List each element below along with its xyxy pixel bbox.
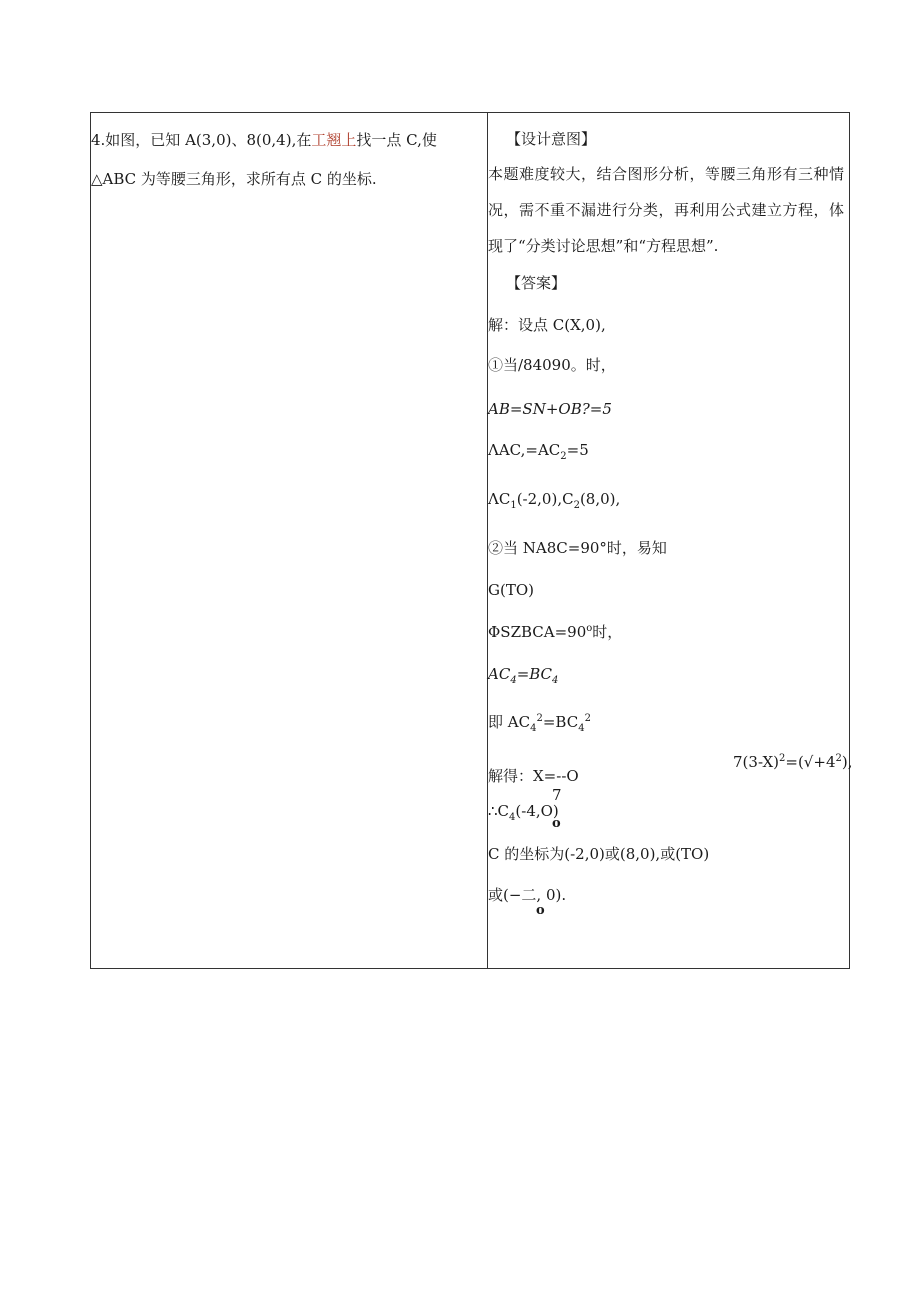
- eq-part: 即 AC: [488, 713, 531, 731]
- solution-line-10: [488, 712, 591, 732]
- question-line-2: △ABC 为等腰三角形，求所有点 C 的坐标.: [91, 170, 377, 188]
- answer-heading: 【答案】: [506, 274, 567, 292]
- eq-part: =BC: [516, 665, 553, 683]
- eq-part: ∴C: [488, 802, 510, 820]
- design-text: 本题难度较大，结合图形分析，等腰三角形有三种情况，需不重不漏进行分类，再利用公式建立方程，体现了“分类讨论思想”和“方程思想”.: [488, 165, 844, 255]
- solution-line-2: ①当/84090。时，: [488, 356, 616, 374]
- question-text: 4.如图，已知 A(3,0)、8(0,4),在: [91, 131, 312, 149]
- eq-part: 时，: [592, 623, 623, 641]
- eq-superscript: 2: [584, 713, 591, 724]
- solution-line-14: 或(−二, 0).: [488, 886, 567, 904]
- eq-part: AC: [488, 665, 511, 683]
- question-text-end: 找一点 C,使: [356, 131, 437, 149]
- eq-subscript: 4: [530, 723, 537, 734]
- question-line-1: [91, 130, 437, 150]
- eq-part: =5: [566, 441, 589, 459]
- question-highlight: 工翘上: [311, 131, 357, 149]
- side-equation: [733, 752, 852, 772]
- solution-line-6: ②当 NA8C=90°时，易知: [488, 539, 667, 557]
- eq-superscript: o: [586, 623, 593, 634]
- eq-part: =BC: [542, 713, 579, 731]
- eq-part: ),: [841, 753, 853, 771]
- eq-part: ΛAC,=AC: [488, 441, 561, 459]
- solution-line-13: C 的坐标为(-2,0)或(8,0),或(TO): [488, 845, 710, 863]
- stray-mark: o: [536, 903, 545, 918]
- solution-line-5: [488, 489, 620, 509]
- eq-subscript: 4: [510, 675, 517, 686]
- eq-superscript: 2: [835, 753, 842, 764]
- eq-part: (8,0),: [579, 490, 621, 508]
- question-cell: [91, 113, 487, 968]
- eq-subscript: 4: [509, 812, 516, 823]
- eq-part: (-2,0),C: [516, 490, 574, 508]
- solution-line-12: [488, 801, 559, 821]
- content-table: [90, 112, 853, 969]
- solution-line-9: [488, 664, 558, 684]
- solution-line-8: [488, 622, 622, 642]
- eq-part: (-4,O): [515, 802, 559, 820]
- solution-line-3: AB=SN+OB?=5: [488, 400, 612, 418]
- eq-subscript: 4: [578, 723, 585, 734]
- eq-part: ΦSZBCA=90: [488, 623, 587, 641]
- eq-part: =(√+4: [785, 753, 836, 771]
- solution-line-11: 解得：X=--O: [488, 767, 579, 785]
- stray-mark: o: [552, 816, 561, 831]
- eq-part: 7(3-X): [733, 753, 780, 771]
- solution-line-4: [488, 440, 589, 460]
- eq-subscript: 1: [510, 500, 517, 511]
- solution-line-1: 解：设点 C(X,0),: [488, 316, 606, 334]
- solution-line-7: G(TO): [488, 581, 534, 599]
- eq-subscript: 2: [560, 451, 567, 462]
- eq-superscript: 2: [779, 753, 786, 764]
- eq-subscript: 2: [573, 500, 580, 511]
- fraction-numerator: 7: [552, 786, 562, 804]
- eq-superscript: 2: [536, 713, 543, 724]
- eq-subscript: 4: [552, 675, 559, 686]
- answer-cell: [488, 113, 853, 968]
- design-heading: 【设计意图】: [506, 130, 597, 148]
- eq-part: ΛC: [488, 490, 511, 508]
